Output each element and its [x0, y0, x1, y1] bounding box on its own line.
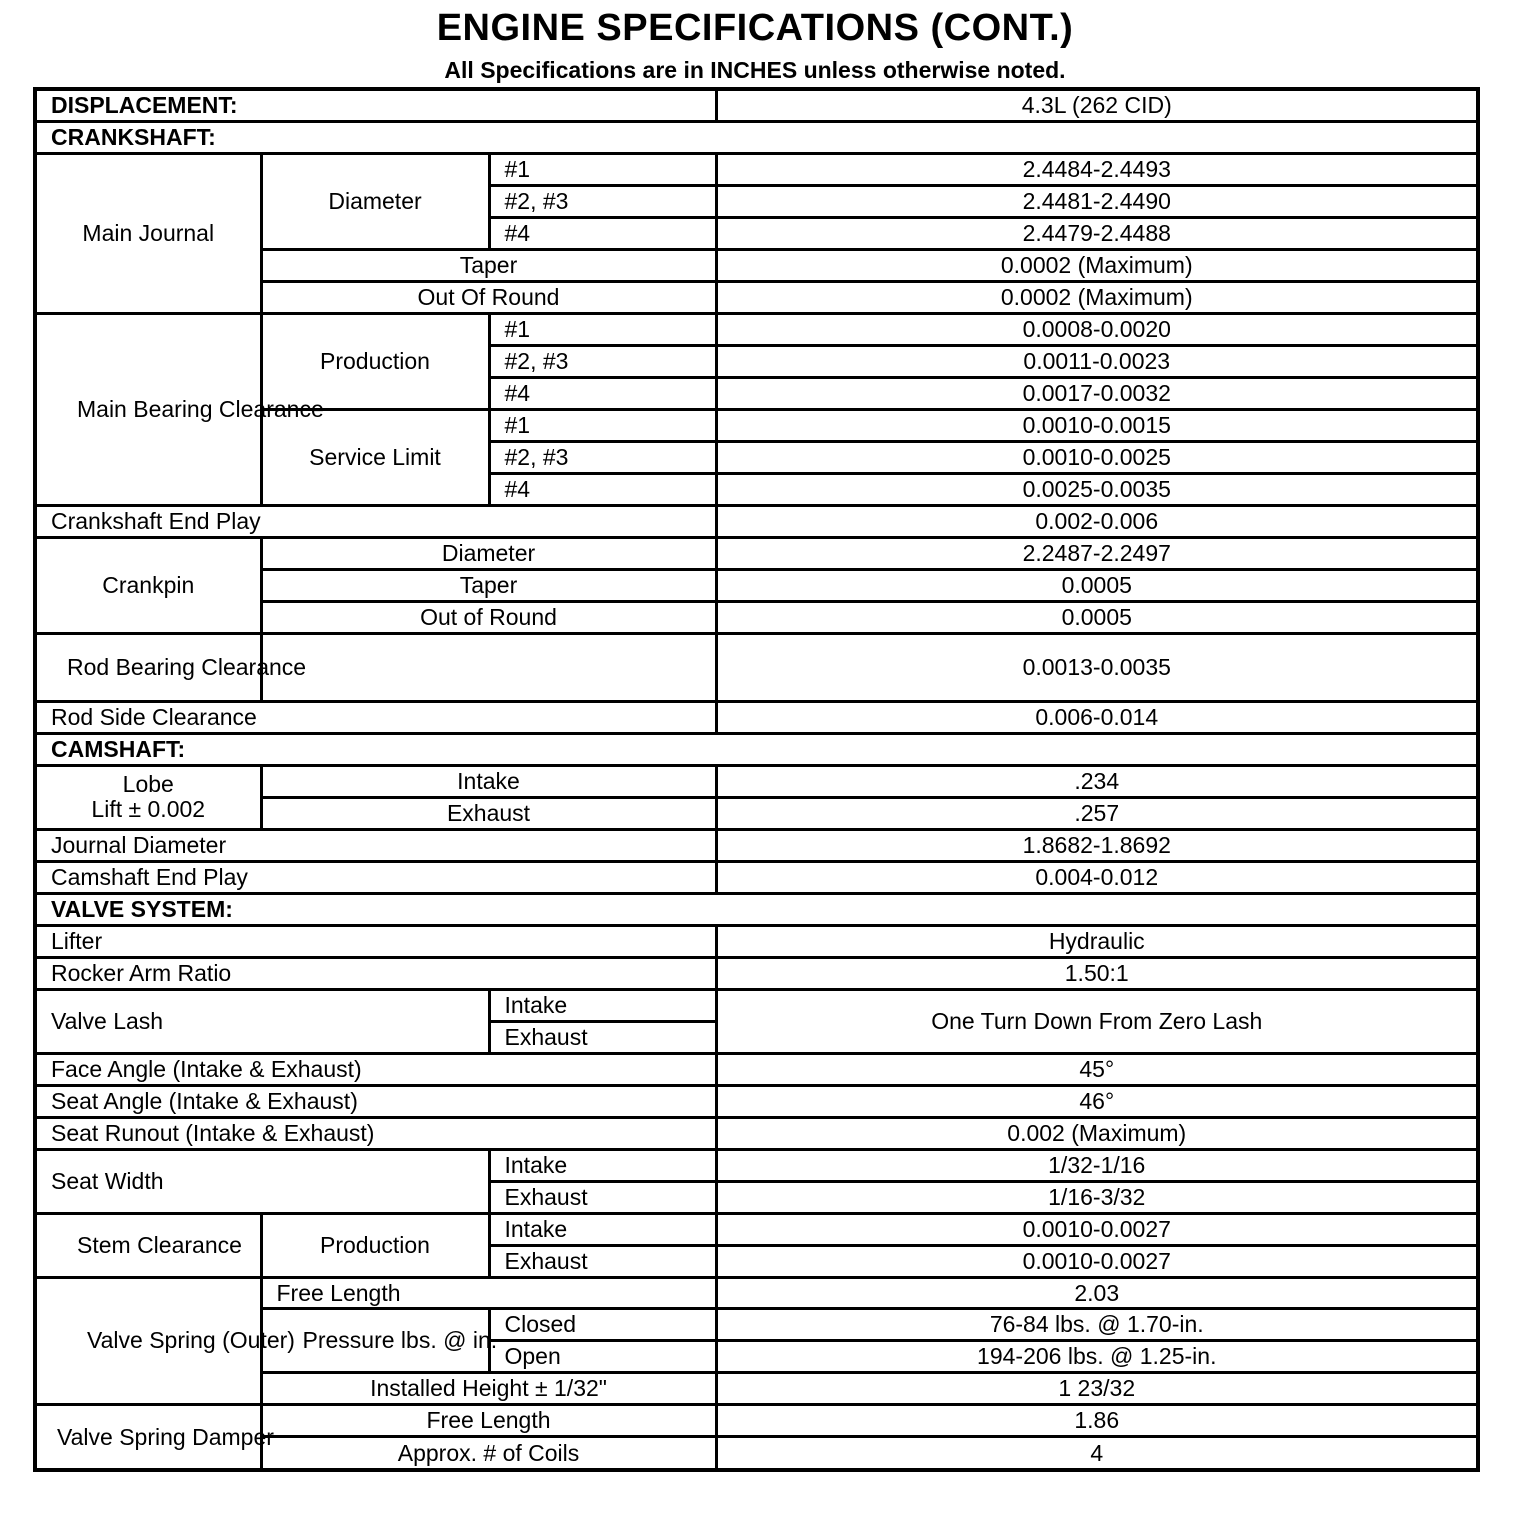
section-label-displacement: DISPLACEMENT:: [35, 89, 716, 122]
damper-coils-label: Approx. # of Coils: [261, 1437, 716, 1470]
valve-spring-closed-label: Closed: [489, 1309, 716, 1341]
crankshaft-end-play-value: 0.002-0.006: [716, 505, 1478, 537]
row-value: 2.4479-2.4488: [716, 217, 1478, 249]
journal-diameter-value: 1.8682-1.8692: [716, 829, 1478, 861]
lobe-lift-label: [35, 766, 261, 830]
table-row: [35, 1085, 1478, 1117]
valve-spring-closed-value: 76-84 lbs. @ 1.70-in.: [716, 1309, 1478, 1341]
damper-coils-value: 4: [716, 1437, 1478, 1470]
row-value: 2.4481-2.4490: [716, 185, 1478, 217]
table-row: [35, 505, 1478, 537]
table-row: [35, 861, 1478, 893]
crankpin-out-of-round-value: 0.0005: [716, 601, 1478, 633]
valve-spring-free-length-value: 2.03: [716, 1277, 1478, 1309]
rod-side-clearance-value: 0.006-0.014: [716, 702, 1478, 734]
journal-diameter-label: Journal Diameter: [35, 829, 716, 861]
lobe-lift-exhaust-label: Exhaust: [261, 797, 716, 829]
page-subtitle: All Specifications are in INCHES unless otherwise noted.: [444, 57, 1066, 83]
section-header-row: [35, 122, 1478, 154]
rod-side-clearance-label: Rod Side Clearance: [35, 702, 716, 734]
valve-lash-label: Valve Lash: [35, 989, 489, 1053]
row-label: #2, #3: [489, 441, 716, 473]
row-value: 0.0025-0.0035: [716, 473, 1478, 505]
crankpin-diameter-label: Diameter: [261, 537, 716, 569]
valve-spring-open-value: 194-206 lbs. @ 1.25-in.: [716, 1341, 1478, 1373]
row-label: #1: [489, 313, 716, 345]
damper-free-length-label: Free Length: [261, 1405, 716, 1437]
valve-spring-open-label: Open: [489, 1341, 716, 1373]
lifter-label: Lifter: [35, 925, 716, 957]
section-header-row: [35, 893, 1478, 925]
table-row: [35, 633, 1478, 702]
lobe-lift-label-line1: Lobe: [122, 771, 174, 798]
lobe-lift-intake-label: Intake: [261, 766, 716, 798]
rod-bearing-clearance-label: Rod Bearing Clearance: [35, 633, 261, 702]
table-row: [35, 313, 1478, 345]
row-label: #2, #3: [489, 345, 716, 377]
row-value: 0.0008-0.0020: [716, 313, 1478, 345]
stem-clearance-exhaust-label: Exhaust: [489, 1245, 716, 1277]
seat-runout-label: Seat Runout (Intake & Exhaust): [35, 1117, 716, 1149]
rocker-arm-ratio-value: 1.50:1: [716, 957, 1478, 989]
stem-clearance-exhaust-value: 0.0010-0.0027: [716, 1245, 1478, 1277]
table-row: [35, 989, 1478, 1021]
seat-width-intake-label: Intake: [489, 1149, 716, 1181]
row-value: 2.4484-2.4493: [716, 154, 1478, 186]
table-row: [35, 1149, 1478, 1181]
table-row: [35, 829, 1478, 861]
empty-cell: [261, 633, 716, 702]
seat-width-exhaust-value: 1/16-3/32: [716, 1181, 1478, 1213]
engine-specifications-table: [33, 87, 1480, 1472]
table-row: [35, 537, 1478, 569]
valve-spring-installed-height-label: Installed Height ± 1/32": [261, 1373, 716, 1405]
crankpin-taper-label: Taper: [261, 569, 716, 601]
table-row: [35, 1213, 1478, 1245]
row-value: 0.0010-0.0015: [716, 409, 1478, 441]
crankpin-taper-value: 0.0005: [716, 569, 1478, 601]
lobe-lift-intake-value: .234: [716, 766, 1478, 798]
table-row: [35, 957, 1478, 989]
main-journal-label: Main Journal: [35, 154, 261, 314]
valve-spring-outer-label: Valve Spring (Outer): [35, 1277, 261, 1405]
row-label: #1: [489, 154, 716, 186]
face-angle-label: Face Angle (Intake & Exhaust): [35, 1053, 716, 1085]
seat-width-exhaust-label: Exhaust: [489, 1181, 716, 1213]
main-bearing-service-limit-label: Service Limit: [261, 409, 489, 505]
row-value: 0.0017-0.0032: [716, 377, 1478, 409]
damper-free-length-value: 1.86: [716, 1405, 1478, 1437]
table-row: [35, 1117, 1478, 1149]
seat-angle-value: 46°: [716, 1085, 1478, 1117]
table-row: [35, 1277, 1478, 1309]
valve-lash-exhaust-label: Exhaust: [489, 1021, 716, 1053]
valve-spring-damper-label: Valve Spring Damper: [35, 1405, 261, 1470]
seat-width-intake-value: 1/32-1/16: [716, 1149, 1478, 1181]
section-header-row: [35, 734, 1478, 766]
stem-clearance-intake-value: 0.0010-0.0027: [716, 1213, 1478, 1245]
rod-bearing-clearance-value: 0.0013-0.0035: [716, 633, 1478, 702]
row-label: #4: [489, 217, 716, 249]
stem-clearance-production-label: Production: [261, 1213, 489, 1277]
row-label: #4: [489, 377, 716, 409]
crankpin-diameter-value: 2.2487-2.2497: [716, 537, 1478, 569]
seat-angle-label: Seat Angle (Intake & Exhaust): [35, 1085, 716, 1117]
face-angle-value: 45°: [716, 1053, 1478, 1085]
rocker-arm-ratio-label: Rocker Arm Ratio: [35, 957, 716, 989]
row-label: #2, #3: [489, 185, 716, 217]
table-row: [35, 89, 1478, 122]
valve-lash-intake-label: Intake: [489, 989, 716, 1021]
main-bearing-clearance-label: Main Bearing Clearance: [35, 313, 261, 505]
crankshaft-end-play-label: Crankshaft End Play: [35, 505, 716, 537]
stem-clearance-label: Stem Clearance: [35, 1213, 261, 1277]
section-label-camshaft: CAMSHAFT:: [35, 734, 1478, 766]
table-row: [35, 1405, 1478, 1437]
lobe-lift-exhaust-value: .257: [716, 797, 1478, 829]
valve-spring-free-length-label: Free Length: [261, 1277, 716, 1309]
main-bearing-production-label: Production: [261, 313, 489, 409]
table-row: [35, 1053, 1478, 1085]
section-label-valve-system: VALVE SYSTEM:: [35, 893, 1478, 925]
main-journal-out-of-round-value: 0.0002 (Maximum): [716, 281, 1478, 313]
camshaft-end-play-value: 0.004-0.012: [716, 861, 1478, 893]
row-label: #4: [489, 473, 716, 505]
crankpin-label: Crankpin: [35, 537, 261, 633]
row-label: #1: [489, 409, 716, 441]
displacement-value: 4.3L (262 CID): [716, 89, 1478, 122]
main-journal-taper-label: Taper: [261, 249, 716, 281]
seat-runout-value: 0.002 (Maximum): [716, 1117, 1478, 1149]
main-journal-out-of-round-label: Out Of Round: [261, 281, 716, 313]
valve-spring-pressure-label: Pressure lbs. @ in.: [261, 1309, 489, 1373]
main-journal-diameter-label: Diameter: [261, 154, 489, 250]
camshaft-end-play-label: Camshaft End Play: [35, 861, 716, 893]
valve-lash-value: One Turn Down From Zero Lash: [716, 989, 1478, 1053]
page-title: ENGINE SPECIFICATIONS (CONT.): [436, 7, 1074, 49]
table-row: [35, 702, 1478, 734]
crankpin-out-of-round-label: Out of Round: [261, 601, 716, 633]
valve-spring-installed-height-value: 1 23/32: [716, 1373, 1478, 1405]
section-label-crankshaft: CRANKSHAFT:: [35, 122, 1478, 154]
stem-clearance-intake-label: Intake: [489, 1213, 716, 1245]
row-value: 0.0010-0.0025: [716, 441, 1478, 473]
table-row: [35, 766, 1478, 798]
seat-width-label: Seat Width: [35, 1149, 489, 1213]
row-value: 0.0011-0.0023: [716, 345, 1478, 377]
table-row: [35, 154, 1478, 186]
lobe-lift-label-line2: Lift ± 0.002: [91, 796, 206, 823]
table-row: [35, 925, 1478, 957]
main-journal-taper-value: 0.0002 (Maximum): [716, 249, 1478, 281]
lifter-value: Hydraulic: [716, 925, 1478, 957]
